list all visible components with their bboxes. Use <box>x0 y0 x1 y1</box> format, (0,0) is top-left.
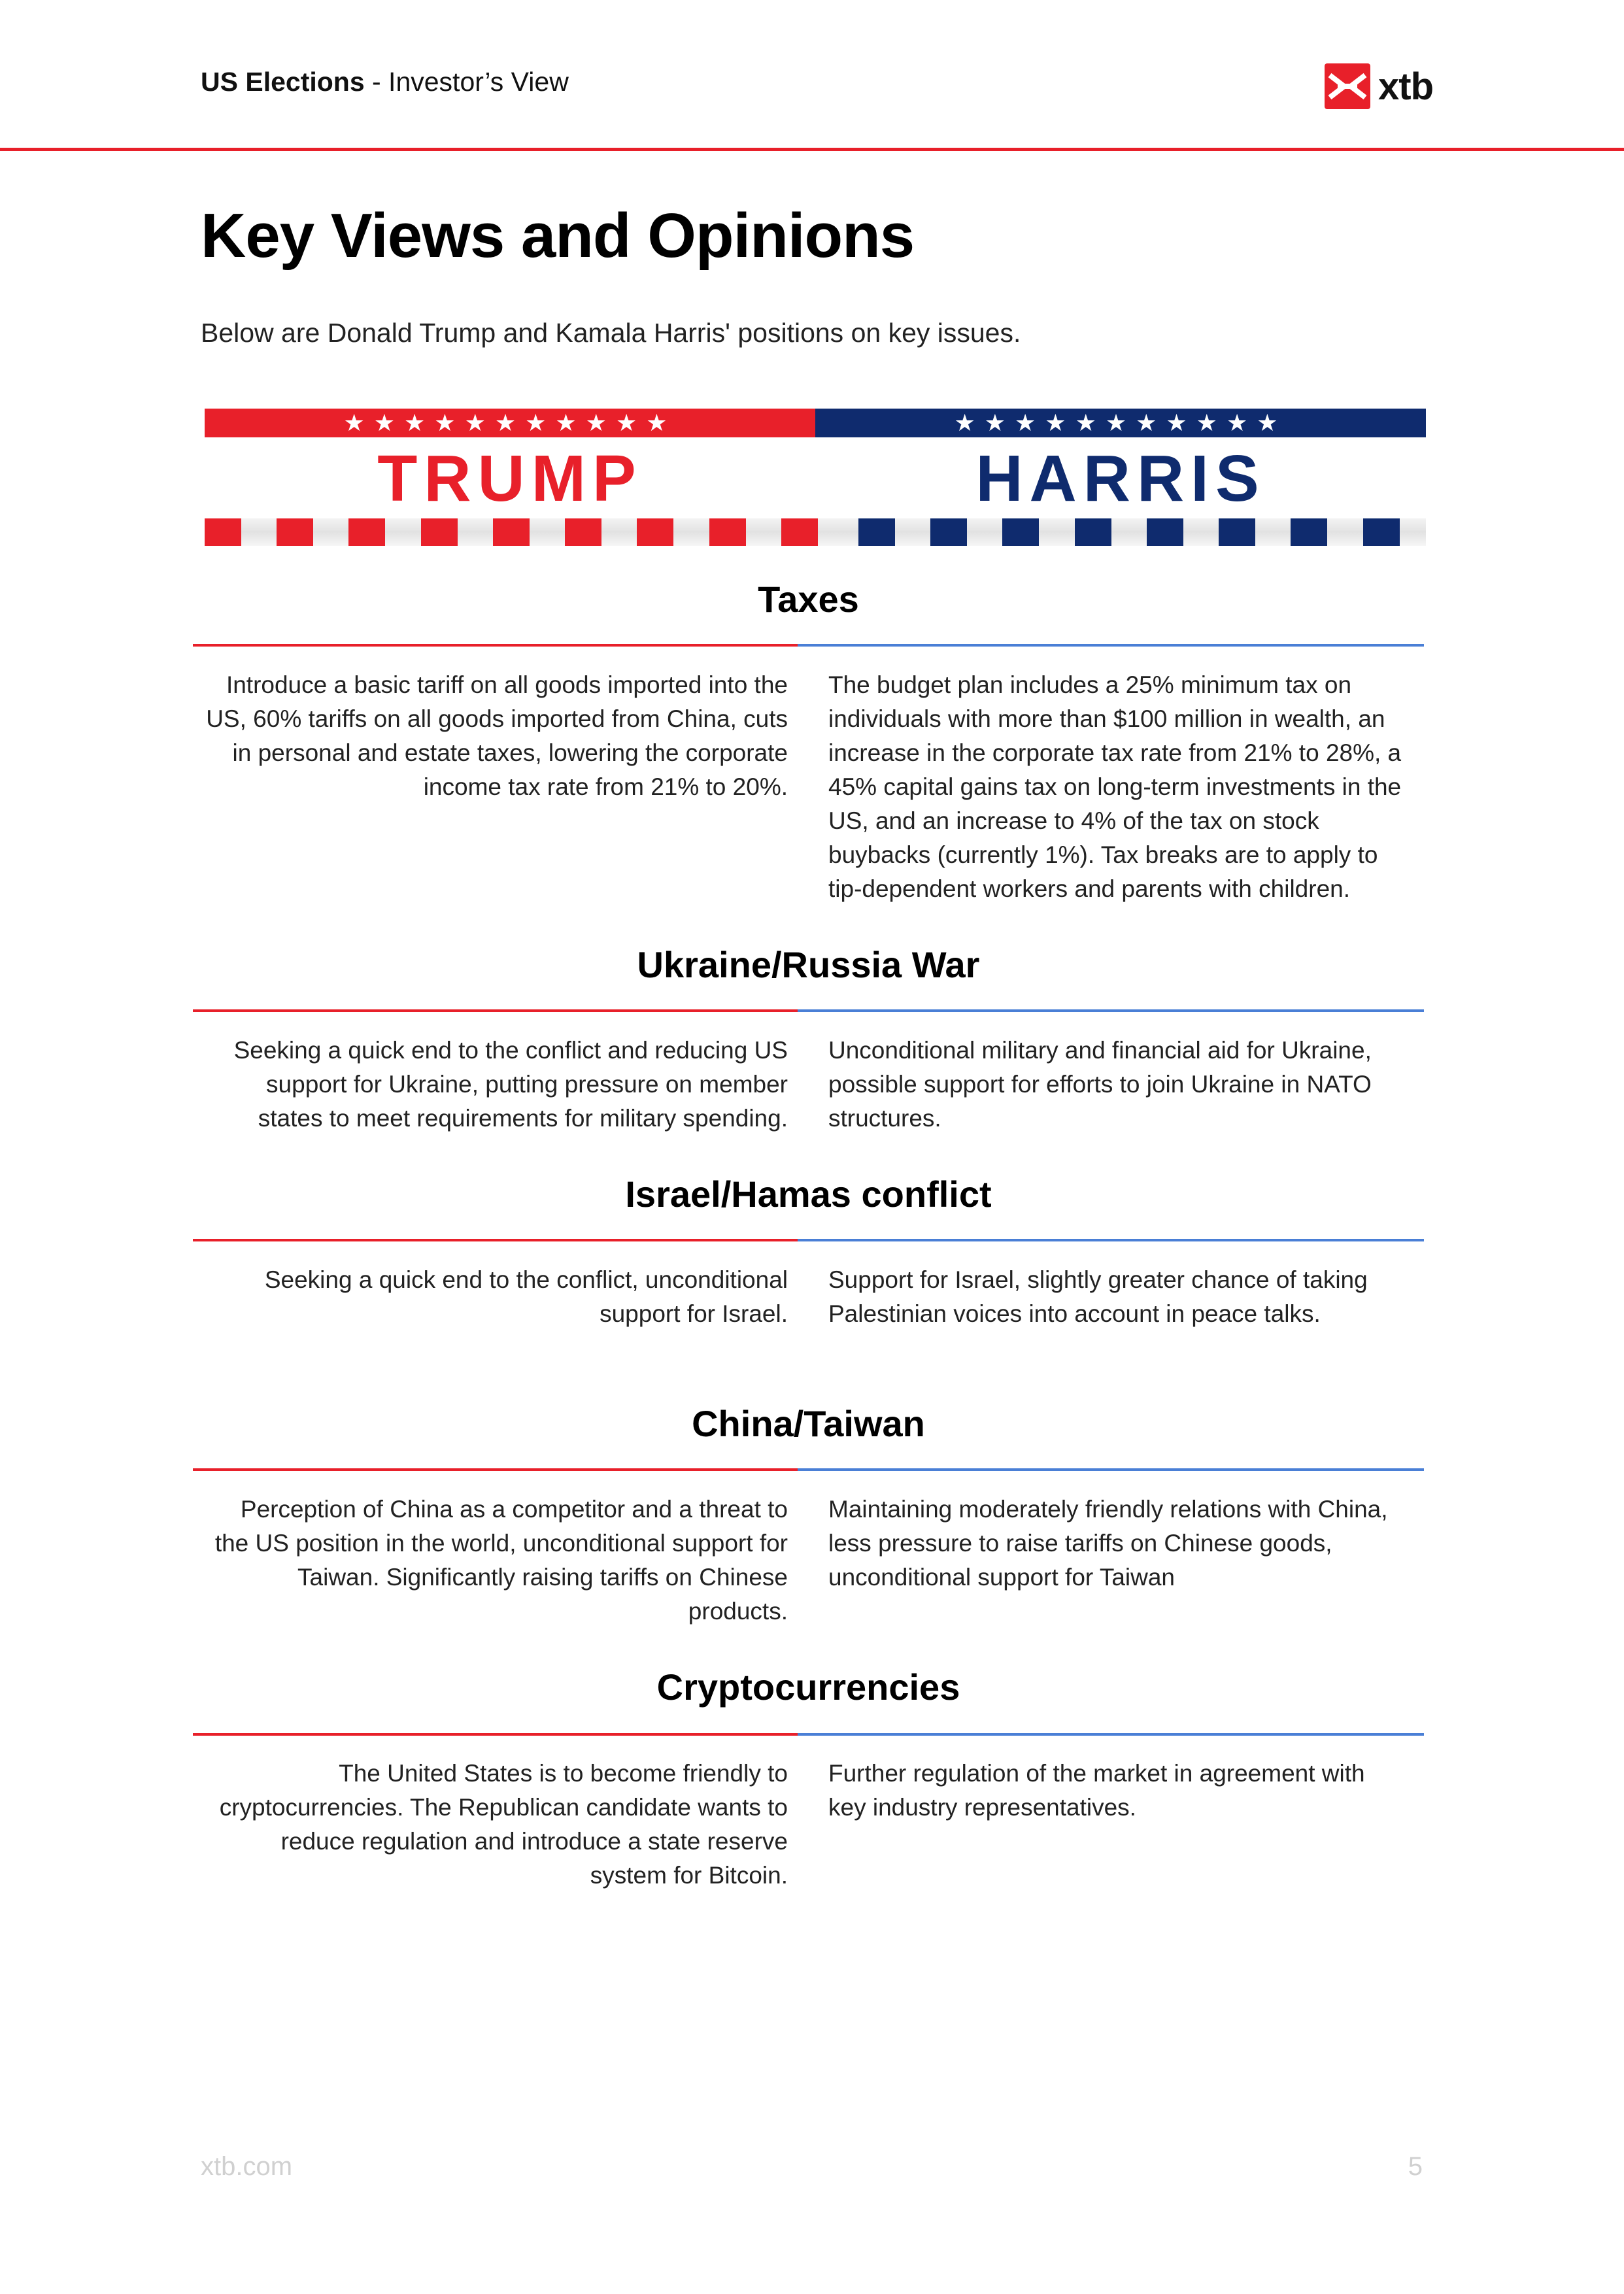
document-title-bold: US Elections <box>201 67 365 97</box>
banner-square <box>493 518 530 546</box>
document-title-subtitle: - Investor’s View <box>364 67 569 97</box>
section-divider <box>193 1468 1424 1471</box>
harris-position-israel: Support for Israel, slightly greater chance of taking Palestinian voices into account in peace talks. <box>828 1266 1368 1327</box>
harris-position-crypto: Further regulation of the market in agreement with key industry representatives. <box>828 1760 1365 1821</box>
page-number: 5 <box>1408 2152 1423 2181</box>
harris-position-china: Maintaining moderately friendly relations with China, less pressure to raise tariffs on Chinese goods, unconditional support for Taiwan <box>828 1496 1388 1591</box>
harris-name: HARRIS <box>975 442 1266 515</box>
candidates-banner <box>205 409 1426 546</box>
banner-square <box>1002 518 1039 546</box>
trump-position-taxes: Introduce a basic tariff on all goods imported into the US, 60% tariffs on all goods imported from China, cuts in personal and estate taxes, lowering the corporate income tax rate from 21% to 20%. <box>206 671 788 800</box>
intro-text: Below are Donald Trump and Kamala Harris' positions on key issues. <box>201 318 1021 348</box>
banner-square <box>205 518 241 546</box>
xtb-logo-text: xtb <box>1378 65 1433 108</box>
trump-position-china: Perception of China as a competitor and a threat to the US position in the world, unconditional support for Taiwan. Significantly raising tariffs on Chinese products. <box>214 1496 788 1625</box>
banner-square <box>1219 518 1255 546</box>
banner-square <box>781 518 818 546</box>
trump-position-israel: Seeking a quick end to the conflict, unconditional support for Israel. <box>264 1266 788 1327</box>
harris-position-taxes: The budget plan includes a 25% minimum tax on individuals with more than $100 million in wealth, an increase in the corporate tax rate from 21% to 28%, a 45% capital gains tax on long-term investments in the US, and an increase to 4% of the tax on stock buybacks (currently 1%). Tax breaks are to apply to tip-dependent workers and parents with children. <box>828 671 1402 902</box>
section-title-china: China/Taiwan <box>692 1403 925 1444</box>
banner-square <box>277 518 313 546</box>
section-divider <box>193 1239 1424 1241</box>
banner-square <box>348 518 385 546</box>
banner-square <box>709 518 746 546</box>
section-title-ukraine: Ukraine/Russia War <box>637 944 980 985</box>
document-title <box>201 67 569 97</box>
banner-square <box>930 518 967 546</box>
stars-left: ★★★★★★★★★★★ <box>343 409 677 436</box>
section-title-israel: Israel/Hamas conflict <box>625 1173 992 1215</box>
banner-square <box>858 518 895 546</box>
trump-name: TRUMP <box>377 442 643 515</box>
harris-star-band <box>815 409 1426 437</box>
banner-square <box>565 518 601 546</box>
banner-square <box>637 518 673 546</box>
trump-position-crypto: The United States is to become friendly to cryptocurrencies. The Republican candidate wants to reduce regulation and introduce a state reserve system for Bitcoin. <box>219 1760 788 1889</box>
trump-star-band <box>205 409 815 437</box>
page-title: Key Views and Opinions <box>201 201 915 271</box>
banner-square <box>1075 518 1111 546</box>
footer-url[interactable]: xtb.com <box>201 2152 293 2181</box>
stars-right: ★★★★★★★★★★★ <box>954 409 1287 436</box>
banner-square <box>1147 518 1183 546</box>
section-title-taxes: Taxes <box>758 579 859 620</box>
section-divider <box>193 1733 1424 1736</box>
banner-square <box>1291 518 1327 546</box>
xtb-logo[interactable] <box>1325 63 1433 109</box>
trump-position-ukraine: Seeking a quick end to the conflict and reducing US support for Ukraine, putting pressure on member states to meet requirements for military spending. <box>233 1037 788 1132</box>
page-header <box>0 0 1624 152</box>
header-divider <box>0 148 1624 151</box>
banner-square <box>1363 518 1400 546</box>
harris-position-ukraine: Unconditional military and financial aid for Ukraine, possible support for efforts to join Ukraine in NATO structures. <box>828 1037 1372 1132</box>
xtb-logo-icon <box>1325 63 1370 109</box>
section-title-crypto: Cryptocurrencies <box>656 1666 960 1708</box>
section-divider <box>193 1009 1424 1012</box>
section-divider <box>193 644 1424 647</box>
banner-square <box>421 518 458 546</box>
